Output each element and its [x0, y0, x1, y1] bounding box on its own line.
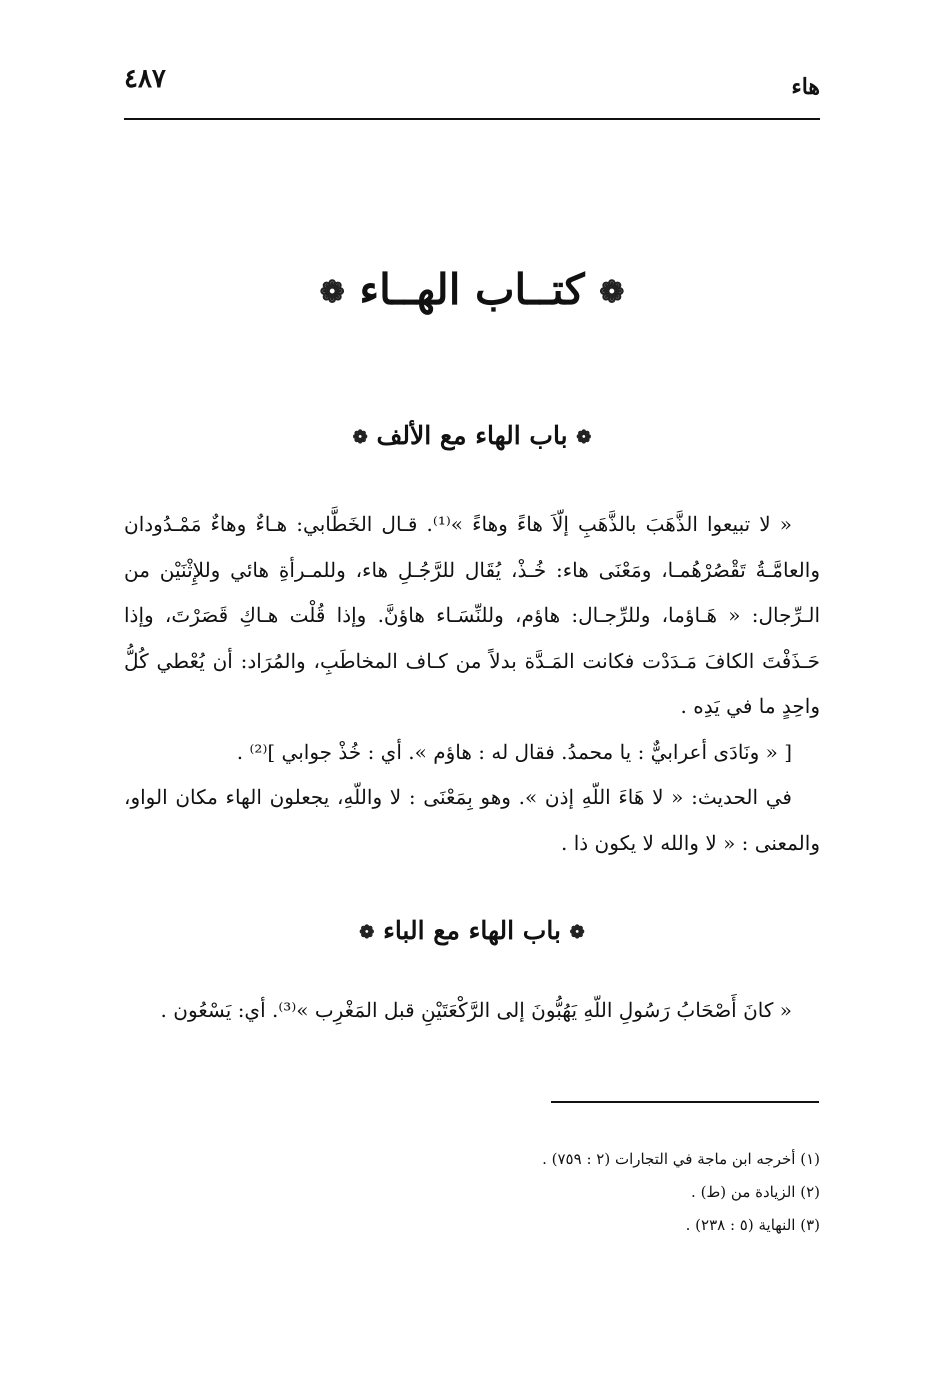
section-title-text: باب الهاء مع الباء — [383, 916, 561, 945]
header-rule — [124, 118, 820, 120]
paragraph: [ « ونَادَى أعرابيٌّ : يا محمدُ. فقال له : هاؤم ». أي : خُذْ جوابي ]⁽²⁾ . — [236, 739, 792, 764]
ornament-icon: ❁ — [599, 275, 625, 310]
ornament-icon: ❁ — [352, 426, 368, 448]
footnotes — [124, 1143, 820, 1242]
footnote-rule — [551, 1101, 819, 1103]
ornament-icon: ❁ — [569, 921, 585, 943]
ornament-icon: ❁ — [576, 426, 592, 448]
section-body — [124, 988, 820, 1034]
paragraph: « لا تبيعوا الذَّهَبَ بالذَّهَبِ إلّاَ هاءً وهاءً »⁽¹⁾. قـال الخَطَّابي: هـاءٌ وهاءٌ مَمْـدُودان والعامَّـةُ تَقْصُرْهُمـا، ومَعْنَى هاء: خُـذْ، يُقَال للرَّجُـلِ هاء، وللمـرأةِ هائي وللإِثْنَيْن من الـرِّجال: « هَـاؤما، وللرِّجـال: هاؤم، وللنِّسَـاء هاؤنَّ. وإذا قُلْت هـاكِ قَصَرْتَ، وإذا حَـذَفْتَ الكافَ مَـدَدْت فكانت المَـدَّة بدلاً من كـاف المخاطَبِ، والمُرَاد: أن يُعْطي كُلُّ واحِدٍ ما في يَدِه . — [124, 512, 820, 718]
running-head: هاء — [791, 74, 820, 100]
paragraph: « كانَ أَصْحَابُ رَسُولِ اللّهِ يَهُبُّونَ إلى الرَّكْعَتَيْنِ قبل المَغْرِب »⁽³⁾. أي: يَسْعُون . — [160, 998, 792, 1022]
footnote: (٣) النهاية (٥ : ٢٣٨) . — [685, 1216, 820, 1234]
page-header — [124, 60, 820, 120]
section-title — [124, 911, 820, 953]
section-title-text: باب الهاء مع الألف — [376, 421, 568, 450]
book-title-text: كتــاب الهــاء — [359, 265, 585, 314]
section-body — [124, 502, 820, 866]
section-title — [124, 416, 820, 458]
footnote: (٢) الزيادة من (ط) . — [691, 1183, 820, 1201]
paragraph: في الحديث: « لا هَاءَ اللّهِ إذن ». وهو بِمَعْنَى : لا واللّهِ، يجعلون الهاء مكان الواو، والمعنى : « لا والله لا يكون ذا . — [124, 785, 820, 855]
ornament-icon: ❁ — [359, 921, 375, 943]
footnote: (١) أخرجه ابن ماجة في التجارات (٢ : ٧٥٩) . — [542, 1150, 820, 1168]
book-title — [124, 255, 820, 328]
ornament-icon: ❁ — [319, 275, 345, 310]
page-number: ٤٨٧ — [124, 64, 166, 94]
